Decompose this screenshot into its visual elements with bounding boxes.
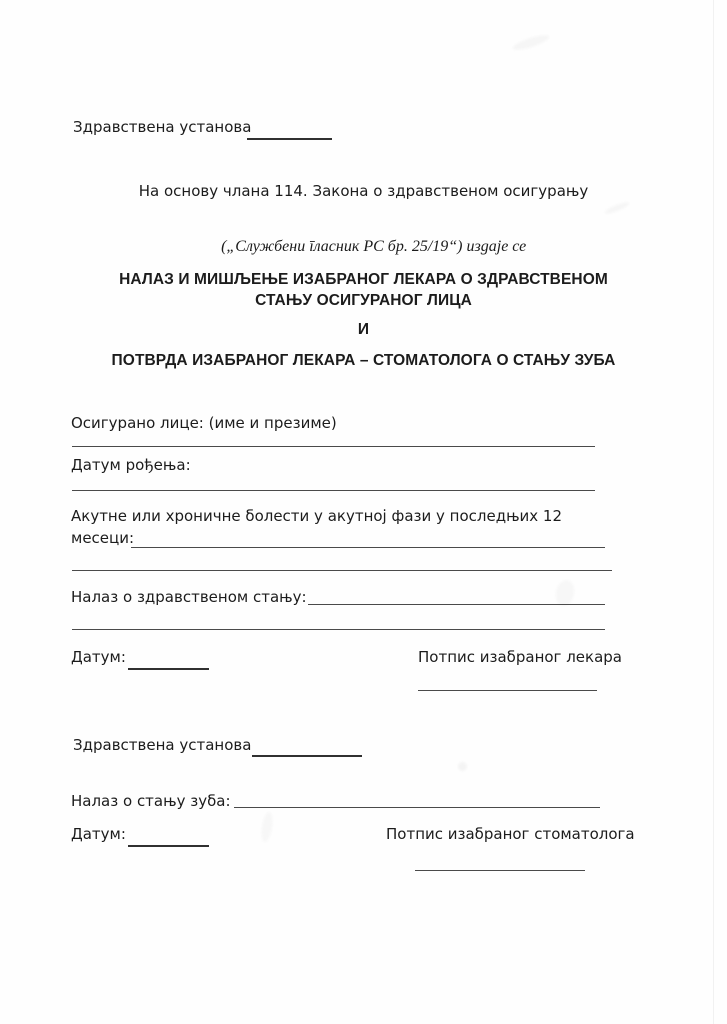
label-insured-person: Осигурано лице: (име и презиме) bbox=[71, 414, 337, 432]
official-gazette-citation: („Службени гласник РС бр. 25/19“) bbox=[221, 238, 463, 256]
label-signature-doctor: Потпис изабраног лекара bbox=[418, 648, 622, 666]
label-date-doctor: Датум: bbox=[71, 648, 126, 666]
document-title-line-2: СТАЊУ ОСИГУРАНОГ ЛИЦА bbox=[255, 292, 472, 309]
document-title-conjunction: И bbox=[357, 321, 370, 338]
page-edge-artifact bbox=[713, 0, 714, 1024]
institution-top-blank-line bbox=[247, 138, 332, 140]
illnesses-input-line-2[interactable] bbox=[72, 570, 612, 571]
signature-dentist-line[interactable] bbox=[415, 870, 585, 871]
institution-bottom-blank-line bbox=[252, 755, 362, 757]
label-date-of-birth: Датум рођења: bbox=[71, 456, 191, 474]
health-finding-input-line-1[interactable] bbox=[308, 604, 605, 605]
label-signature-dentist: Потпис изабраног стоматолога bbox=[386, 825, 635, 843]
document-title-line-3: ПОТВРДА ИЗАБРАНОГ ЛЕКАРА – СТОМАТОЛОГА О СТАЊУ ЗУБА bbox=[111, 352, 616, 369]
document-title-line-1: НАЛАЗ И МИШЉЕЊЕ ИЗАБРАНОГ ЛЕКАРА О ЗДРАВСТВЕНОМ bbox=[119, 271, 608, 288]
scan-artifact bbox=[260, 811, 275, 842]
insured-person-input-line[interactable] bbox=[72, 446, 595, 447]
legal-basis-line-1: На основу члана 114. Закона о здравственом осигурању bbox=[138, 182, 589, 200]
illnesses-input-line-1[interactable] bbox=[131, 547, 605, 548]
label-illnesses-line-1: Акутне или хроничне болести у акутној фази у последњих 12 bbox=[71, 507, 563, 525]
teeth-finding-input-line[interactable] bbox=[234, 807, 600, 808]
legal-basis-line-2 bbox=[0, 214, 727, 278]
signature-doctor-line[interactable] bbox=[418, 690, 597, 691]
date-doctor-input-line[interactable] bbox=[128, 668, 209, 670]
date-of-birth-input-line[interactable] bbox=[72, 490, 595, 491]
date-dentist-input-line[interactable] bbox=[128, 845, 209, 847]
scan-artifact bbox=[458, 762, 467, 771]
label-health-finding: Налаз о здравственом стању: bbox=[71, 588, 307, 606]
health-finding-input-line-2[interactable] bbox=[72, 629, 605, 630]
institution-label-bottom: Здравствена установа bbox=[73, 736, 252, 754]
scan-artifact bbox=[512, 32, 551, 52]
institution-label-top: Здравствена установа bbox=[73, 118, 252, 136]
label-date-dentist: Датум: bbox=[71, 825, 126, 843]
label-illnesses-line-2: месеци: bbox=[71, 529, 135, 547]
label-teeth-finding: Налаз о стању зуба: bbox=[71, 792, 231, 810]
issued-suffix: издаје се bbox=[462, 238, 527, 256]
